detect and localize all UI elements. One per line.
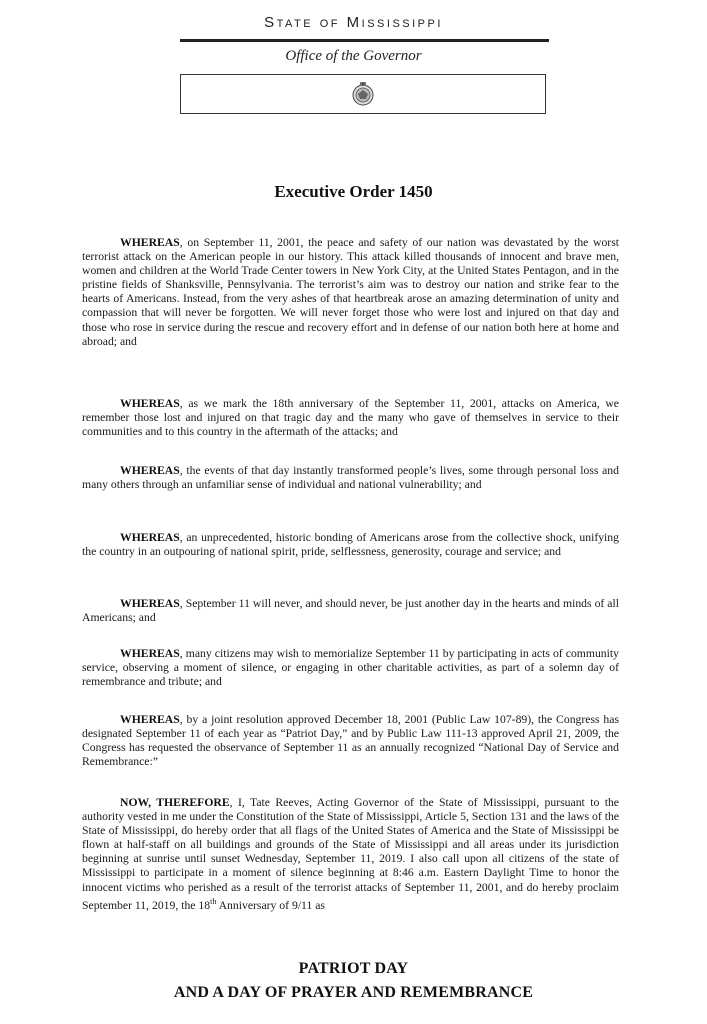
whereas-paragraph-2: [82, 397, 619, 439]
paragraph-text: , September 11 will never, and should never, be just another day in the hearts and minds of all Americans; and: [82, 597, 619, 625]
seal-box: [180, 74, 546, 114]
letterhead-state: [0, 14, 707, 31]
paragraph-lead: WHEREAS: [120, 236, 180, 249]
proclamation-line-2: AND A DAY OF PRAYER AND REMEMBRANCE: [173, 984, 534, 1001]
paragraph-lead: NOW, THEREFORE: [120, 796, 230, 809]
paragraph-lead: WHEREAS: [120, 531, 180, 544]
paragraph-lead: WHEREAS: [120, 647, 180, 660]
whereas-paragraph-1: [82, 236, 619, 349]
paragraph-lead: WHEREAS: [120, 597, 180, 610]
paragraph-lead: WHEREAS: [120, 713, 180, 726]
whereas-paragraph-7: [82, 713, 619, 769]
order-title: Executive Order 1450: [274, 182, 433, 201]
paragraph-text: , as we mark the 18th anniversary of the September 11, 2001, attacks on America, we remember those lost and injured on that tragic day and the many who gave of themselves in service to their communities and to this country in the aftermath of the attacks; and: [82, 397, 619, 439]
paragraph-lead: WHEREAS: [120, 397, 180, 410]
now-therefore-paragraph: [82, 796, 619, 913]
paragraph-text: , on September 11, 2001, the peace and safety of our nation was devastated by the worst terrorist attack on the American people in our history. This attack killed thousands of innocent and brave men, women and children at the World Trade Center towers in New York City, at the United States Pentagon, and in the pristine fields of Shanksville, Pennsylvania. The terrorist’s aim was to destroy our nation and strike fear to the hearts of Americans. Instead, from the very ashes of that heartbreak arose an amazing determination of unity and compassion that will never be forgotten. We will never forget those who were lost and injured on that day and those who rose in service during the rescue and recovery effort and in defense of our nation both here at home and abroad; and: [82, 236, 619, 348]
paragraph-text: , by a joint resolution approved December 18, 2001 (Public Law 107-89), the Congress has designated September 11 of each year as “Patriot Day,” and by Public Law 111-13 approved April 21, 2009, the Congress has requested the observance of September 11 as an annually recognized “National Day of Service and Remembrance:”: [82, 713, 619, 769]
proclamation-line-1: PATRIOT DAY: [298, 960, 409, 977]
whereas-paragraph-6: [82, 647, 619, 689]
whereas-paragraph-5: [82, 597, 619, 625]
paragraph-tail: Anniversary of 9/11 as: [216, 898, 325, 912]
anniversary-number: 18: [198, 898, 211, 912]
paragraph-lead: WHEREAS: [120, 464, 180, 477]
anniversary-ordinal-suffix: th: [210, 896, 217, 906]
paragraph-text: , many citizens may wish to memorialize September 11 by participating in acts of community service, observing a moment of silence, or engaging in other charitable activities, as part of a solemn day of remembrance and tribute; and: [82, 647, 619, 689]
whereas-paragraph-4: [82, 531, 619, 559]
letterhead-state-text: State of Mississippi: [264, 14, 443, 31]
letterhead-rule: [180, 39, 549, 42]
letterhead-office: Office of the Governor: [285, 48, 422, 64]
paragraph-text: , I, Tate Reeves, Acting Governor of the State of Mississippi, pursuant to the authority vested in me under the Constitution of the State of Mississippi, Article 5, Section 131 and the laws of the State of Mississippi, do hereby order that all flags of the United States of America and the State of Mississippi be flown at half-staff on all buildings and grounds of the State of Mississippi and all areas under its jurisdiction beginning at sunrise until sunset Wednesday, September 11, 2019. I also call upon all citizens of the state of Mississippi to participate in a moment of silence beginning at 8:46 a.m. Eastern Daylight Time to honor the innocent victims who perished as a result of the terrorist attacks of September 11, 2001, and do hereby proclaim September 11, 2019, the: [82, 796, 619, 912]
paragraph-text: , an unprecedented, historic bonding of Americans arose from the collective shock, unifying the country in an outpouring of national spirit, pride, selflessness, generosity, courage and service; and: [82, 531, 619, 559]
state-seal-icon: [351, 80, 375, 108]
paragraph-text: , the events of that day instantly transformed people’s lives, some through personal loss and many others through an unfamiliar sense of individual and national vulnerability; and: [82, 464, 619, 492]
whereas-paragraph-3: [82, 464, 619, 492]
